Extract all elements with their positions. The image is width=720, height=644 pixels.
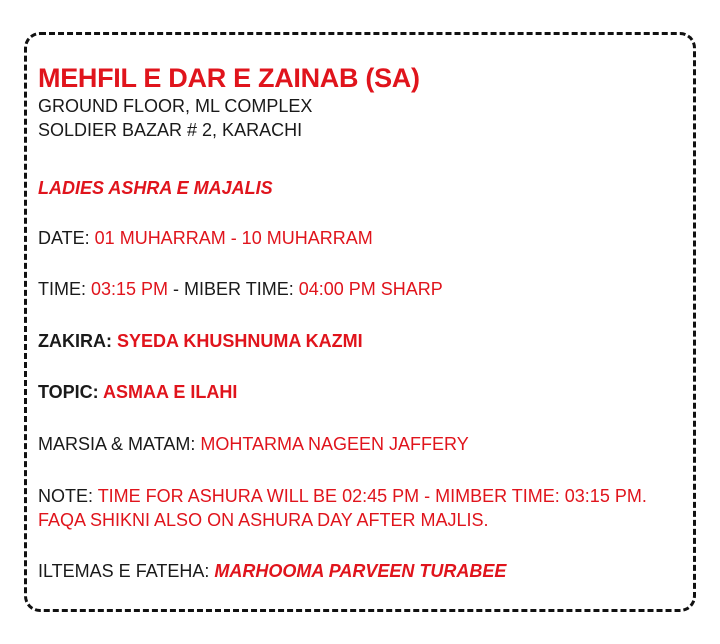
miber-time-value: 04:00 PM SHARP [298, 279, 443, 299]
zakira-value: SYEDA KHUSHNUMA KAZMI [117, 331, 363, 351]
topic-line [38, 380, 237, 404]
note-line [38, 484, 647, 508]
zakira-label: ZAKIRA: [38, 331, 117, 351]
address-line-1: GROUND FLOOR, ML COMPLEX [38, 96, 313, 116]
time-value: 03:15 PM [91, 279, 169, 299]
time-line [38, 277, 443, 301]
note-value-line-2: FAQA SHIKNI ALSO ON ASHURA DAY AFTER MAJLIS. [38, 510, 489, 530]
note-value-line-1: TIME FOR ASHURA WILL BE 02:45 PM - MIMBER TIME: 03:15 PM. [97, 486, 647, 506]
iltemas-line [38, 559, 506, 583]
topic-value: ASMAA E ILAHI [103, 382, 238, 402]
time-label: TIME: [38, 279, 91, 299]
miber-time-label: - MIBER TIME: [168, 279, 299, 299]
iltemas-label: ILTEMAS E FATEHA: [38, 561, 215, 581]
iltemas-value: MARHOOMA PARVEEN TURABEE [214, 561, 507, 581]
zakira-line [38, 329, 363, 353]
announcement-content [38, 62, 698, 581]
date-label: DATE: [38, 228, 95, 248]
date-value: 01 MUHARRAM - 10 MUHARRAM [94, 228, 373, 248]
event-heading: LADIES ASHRA E MAJALIS [38, 178, 273, 198]
venue-title: MEHFIL E DAR E ZAINAB (SA) [38, 63, 420, 93]
marsia-value: MOHTARMA NAGEEN JAFFERY [200, 434, 469, 454]
date-line [38, 226, 373, 250]
marsia-line [38, 432, 469, 456]
marsia-label: MARSIA & MATAM: [38, 434, 201, 454]
note-label: NOTE: [38, 486, 98, 506]
topic-label: TOPIC: [38, 382, 104, 402]
address-line-2: SOLDIER BAZAR # 2, KARACHI [38, 120, 303, 140]
